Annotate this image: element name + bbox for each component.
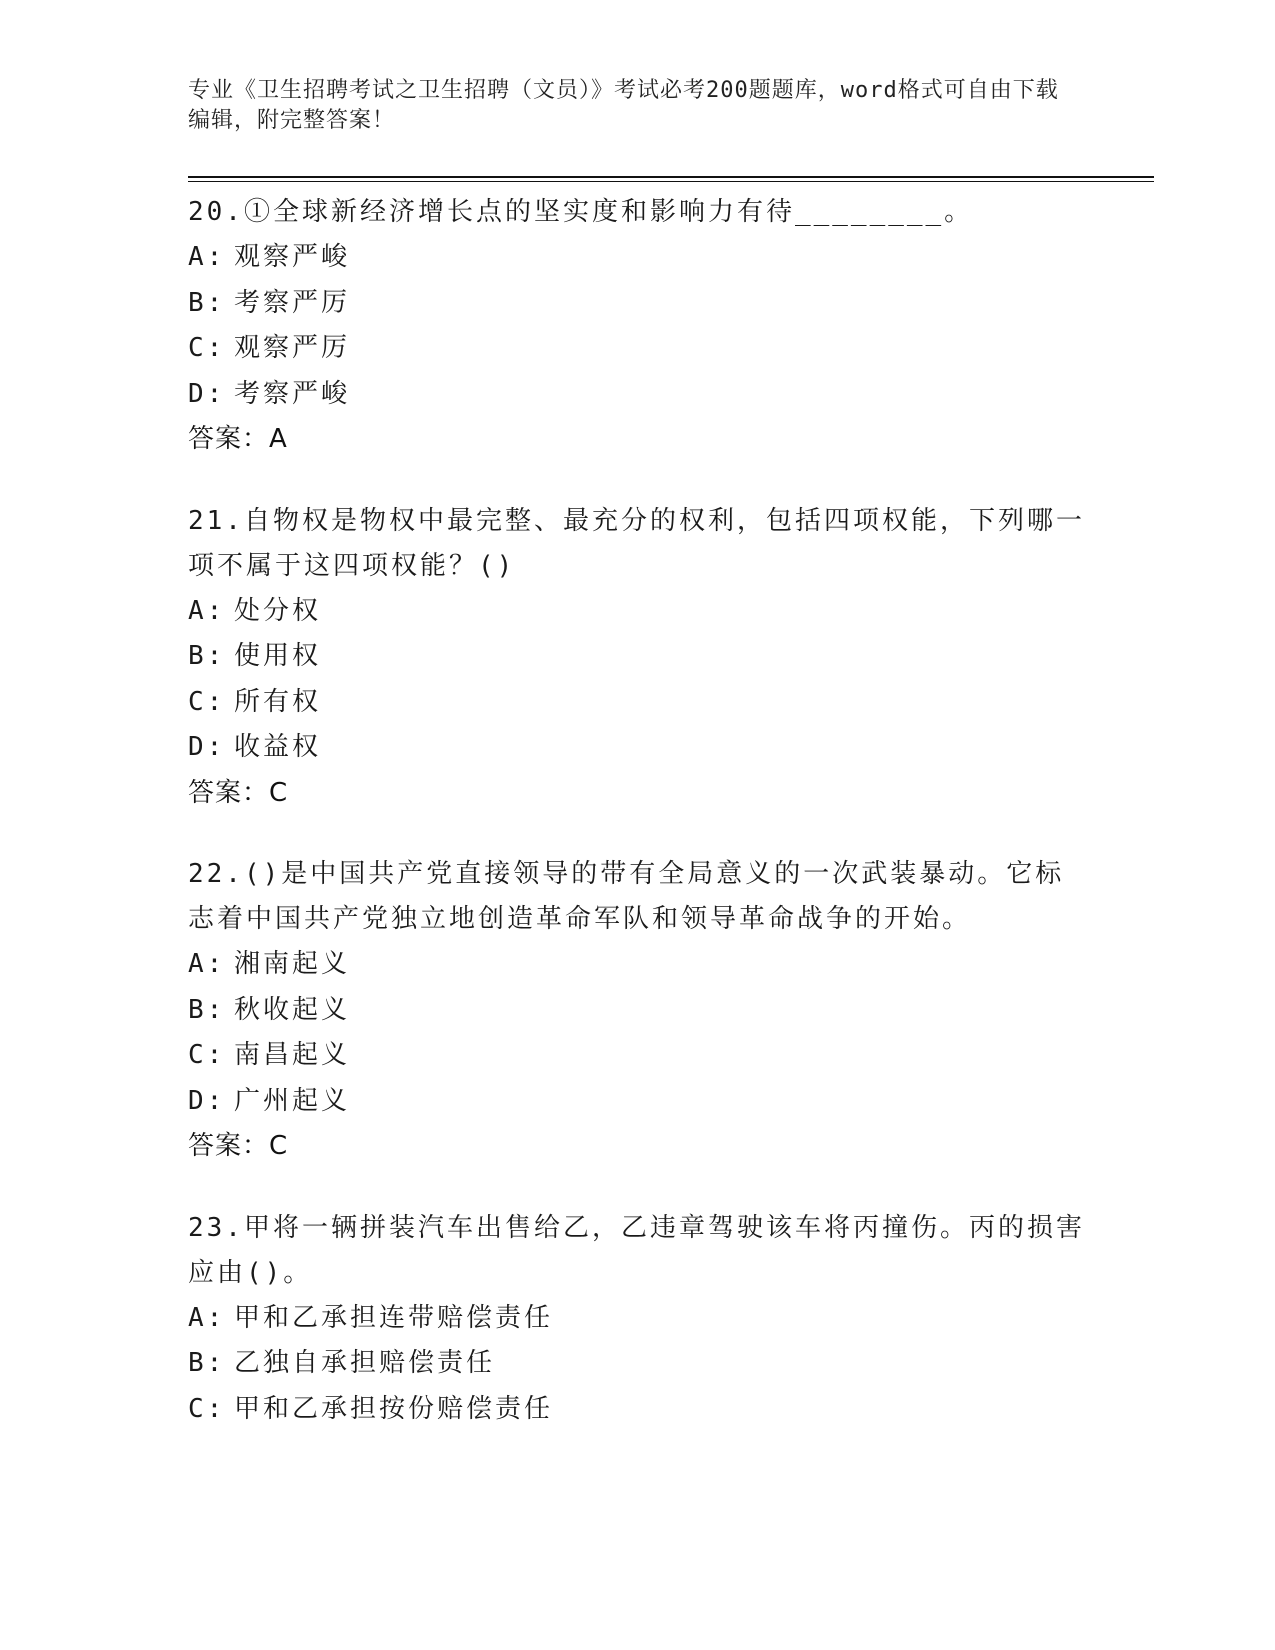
option-key: B:: [188, 287, 226, 318]
option-text: 考察严峻: [234, 378, 351, 409]
option-text: 观察严峻: [234, 242, 351, 272]
answer-line: 答案：A: [188, 424, 288, 454]
option-b: [188, 634, 1088, 680]
option-text: 秋收起义: [234, 994, 351, 1025]
option-key: D:: [188, 732, 226, 762]
option-key: B:: [188, 1348, 226, 1378]
option-b: [188, 1341, 1088, 1387]
question-list: [188, 190, 1088, 1468]
option-c: [188, 1387, 1088, 1433]
option-text: 湘南起义: [234, 949, 351, 979]
option-text: 处分权: [234, 595, 322, 626]
option-d: [188, 1079, 1088, 1125]
question-stem: 21.自物权是物权中最完整、最充分的权利，包括四项权能，下列哪一项不属于这四项权能？(): [188, 505, 1085, 581]
option-text: 考察严厉: [234, 287, 351, 318]
option-key: A:: [188, 242, 226, 272]
option-d: [188, 372, 1088, 418]
option-c: [188, 680, 1088, 726]
question-stem: 20.①全球新经济增长点的坚实度和影响力有待________。: [188, 197, 974, 227]
question-stem: 23.甲将一辆拼装汽车出售给乙，乙违章驾驶该车将丙撞伤。丙的损害应由()。: [188, 1212, 1085, 1288]
option-text: 使用权: [234, 641, 322, 671]
option-text: 广州起义: [234, 1085, 351, 1116]
option-key: C:: [188, 1040, 226, 1070]
option-c: [188, 326, 1088, 372]
option-text: 收益权: [234, 732, 322, 762]
answer-line: 答案：C: [188, 777, 289, 808]
question-23: [188, 1206, 1088, 1433]
option-a: [188, 235, 1088, 281]
option-text: 乙独自承担赔偿责任: [234, 1348, 496, 1378]
option-key: B:: [188, 641, 226, 671]
option-c: [188, 1033, 1088, 1079]
option-text: 南昌起义: [234, 1040, 351, 1070]
option-text: 甲和乙承担连带赔偿责任: [234, 1302, 554, 1333]
document-header: 专业《卫生招聘考试之卫生招聘（文员）》考试必考200题题库，word格式可自由下载编辑，附完整答案！: [188, 78, 1059, 133]
option-key: D:: [188, 378, 226, 409]
option-b: [188, 281, 1088, 327]
option-text: 甲和乙承担按份赔偿责任: [234, 1393, 554, 1424]
question-22: [188, 852, 1088, 1170]
option-b: [188, 988, 1088, 1034]
option-key: D:: [188, 1085, 226, 1116]
header-divider-thick: [188, 176, 1154, 178]
question-21: [188, 499, 1088, 817]
option-key: A:: [188, 595, 226, 626]
option-key: C:: [188, 686, 226, 717]
answer-line: 答案：C: [188, 1131, 289, 1161]
option-key: A:: [188, 949, 226, 979]
option-key: A:: [188, 1302, 226, 1333]
option-d: [188, 725, 1088, 771]
option-key: B:: [188, 994, 226, 1025]
option-a: [188, 589, 1088, 635]
option-text: 所有权: [234, 686, 322, 717]
question-20: [188, 190, 1088, 463]
option-key: C:: [188, 333, 226, 363]
option-key: C:: [188, 1393, 226, 1424]
option-text: 观察严厉: [234, 333, 351, 363]
option-a: [188, 942, 1088, 988]
header-divider-thin: [188, 181, 1154, 182]
option-a: [188, 1296, 1088, 1342]
question-stem: 22.()是中国共产党直接领导的带有全局意义的一次武装暴动。它标志着中国共产党独立地创造革命军队和领导革命战争的开始。: [188, 859, 1065, 934]
